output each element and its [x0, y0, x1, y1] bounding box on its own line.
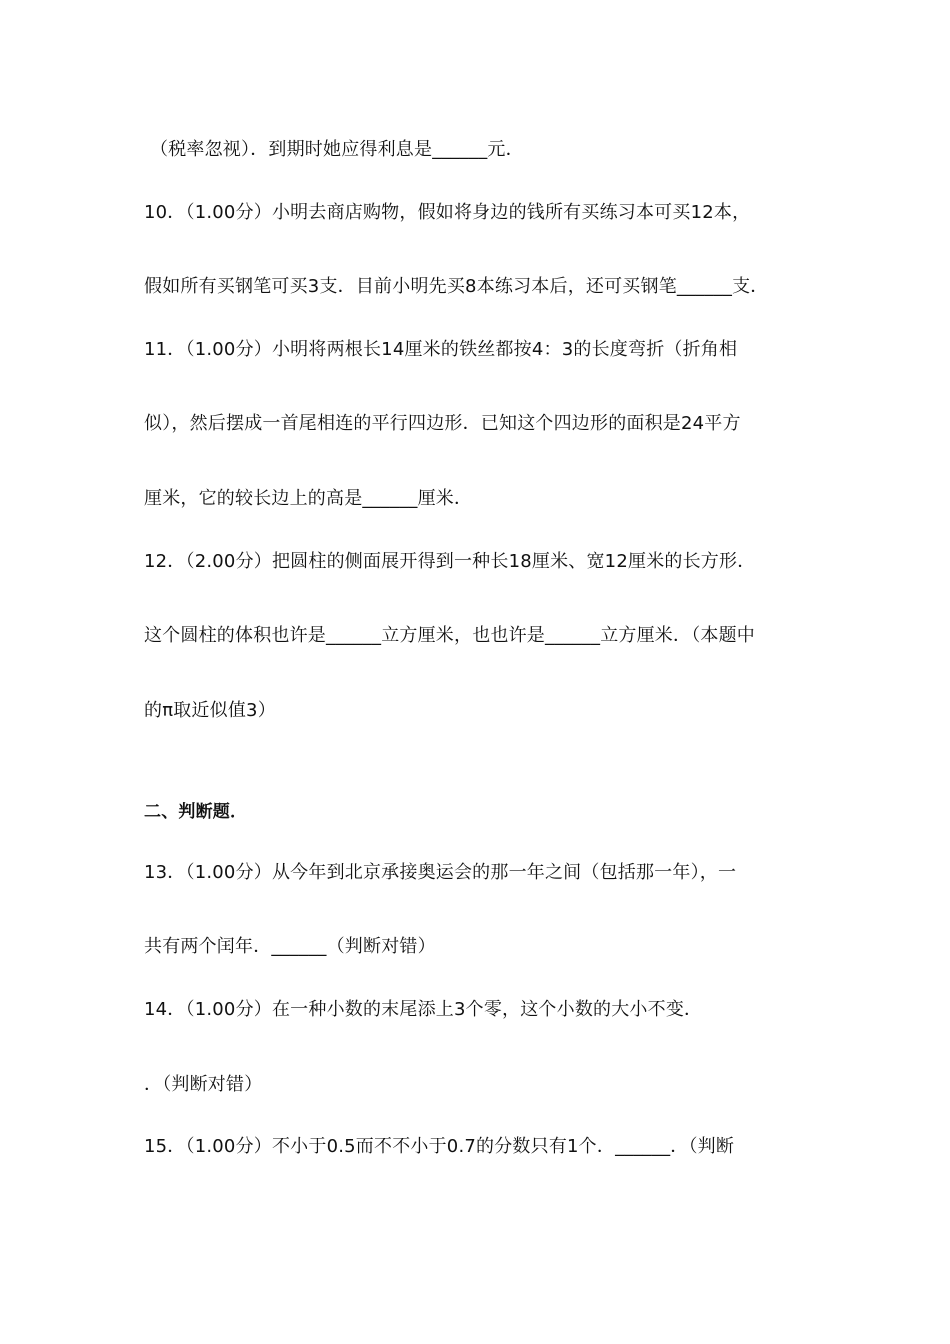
q12-line-3: 的π取近似值3） — [144, 700, 276, 721]
section-heading: 二、判断题． — [144, 802, 248, 822]
q9-continuation-line: （税率忽视）．到期时她应得利息是______元． — [150, 139, 524, 160]
q11-line-2: 似），然后摆成一首尾相连的平行四边形．已知这个四边形的面积是24平方 — [144, 413, 741, 434]
q11-line-1: 11．（1.00分）小明将两根长14厘米的铁丝都按4：3的长度弯折（折角相 — [144, 339, 738, 360]
q12-line-1: 12．（2.00分）把圆柱的侧面展开得到一种长18厘米、宽12厘米的长方形． — [144, 551, 756, 572]
q10-line-1: 10．（1.00分）小明去商店购物，假如将身边的钱所有买练习本可买12本， — [144, 202, 751, 223]
q14-line-2: ．（判断对错） — [144, 1074, 263, 1095]
q10-line-2: 假如所有买钢笔可买3支．目前小明先买8本练习本后，还可买钢笔______支． — [144, 276, 769, 297]
q11-line-3: 厘米，它的较长边上的高是______厘米． — [144, 488, 473, 509]
q15-line-1: 15．（1.00分）不小于0.5而不不小于0.7的分数只有1个．______．（判断 — [144, 1136, 735, 1157]
q13-line-2: 共有两个闰年．______（判断对错） — [144, 936, 436, 957]
q13-line-1: 13．（1.00分）从今年到北京承接奥运会的那一年之间（包括那一年），一 — [144, 862, 737, 883]
q12-line-2: 这个圆柱的体积也许是______立方厘米，也也许是______立方厘米．（本题中 — [144, 625, 755, 646]
q14-line-1: 14．（1.00分）在一种小数的末尾添上3个零，这个小数的大小不变． — [144, 999, 703, 1020]
